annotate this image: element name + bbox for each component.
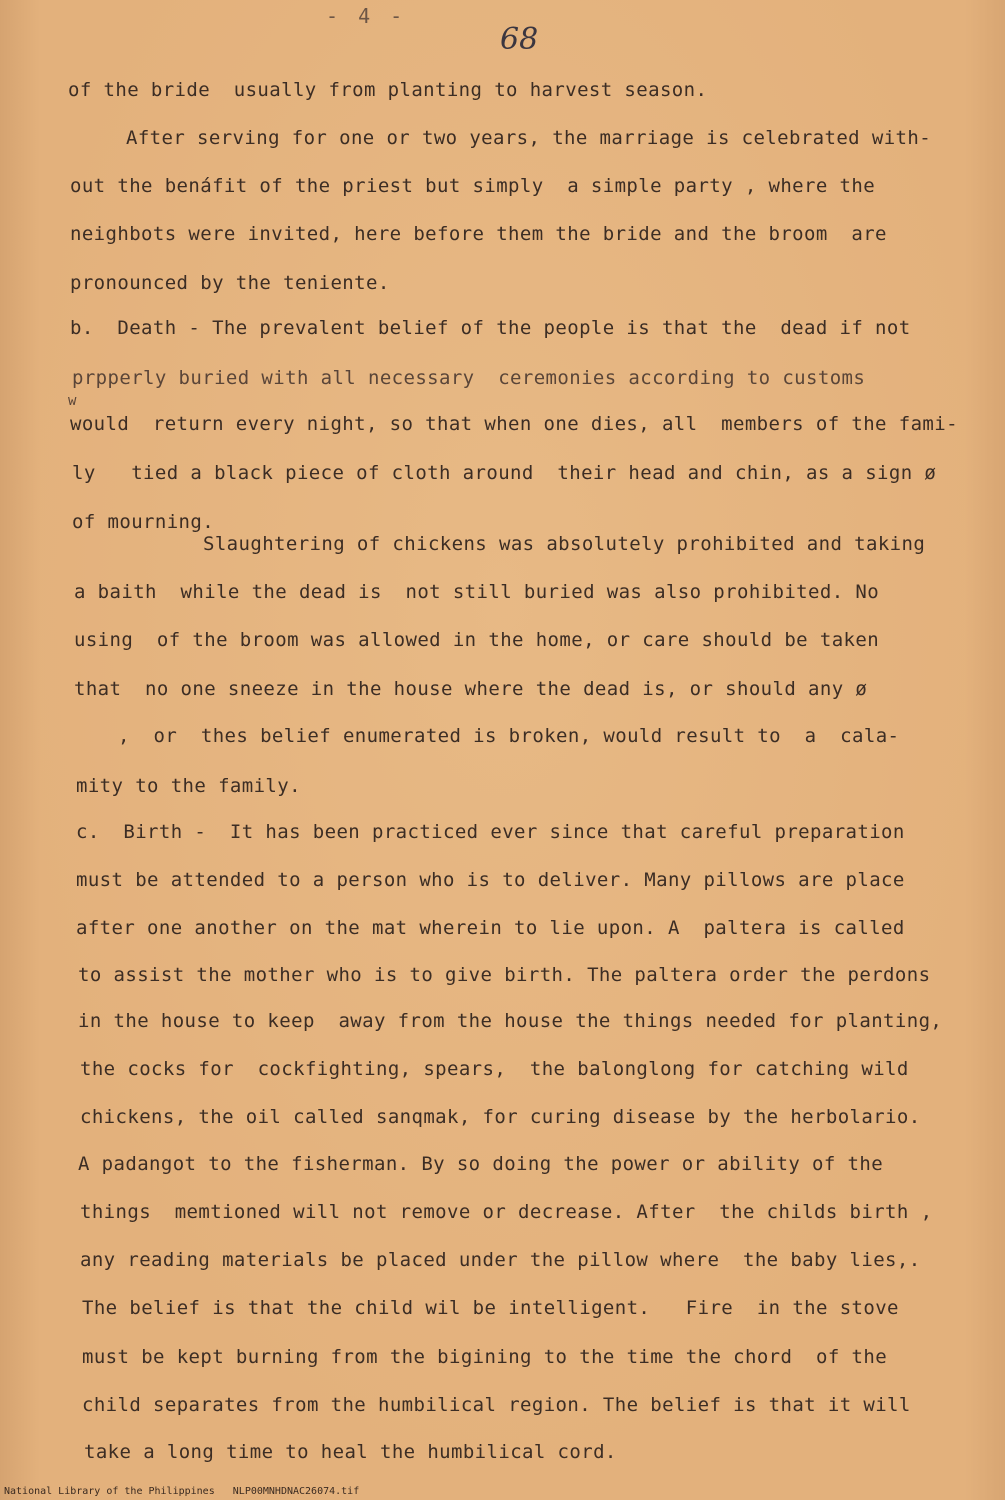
text-line: take a long time to heal the humbilical cord. [84, 1441, 617, 1463]
text-line: a baith while the dead is not still buried was also prohibited. No [74, 581, 880, 603]
text-line: c. Birth - It has been practiced ever since that careful preparation [76, 821, 905, 843]
text-line: pronounced by the teniente. [70, 272, 390, 294]
text-line: to assist the mother who is to give birth. The paltera order the perdons [78, 964, 931, 986]
text-line: prpperly buried with all necessary ceremonies according to customs [72, 367, 866, 389]
text-line: A padangot to the fisherman. By so doing the power or ability of the [78, 1153, 884, 1175]
text-line: would return every night, so that when one dies, all members of the fami- [70, 413, 958, 435]
page-mark: - 4 - [326, 4, 407, 28]
text-line: chickens, the oil called sanqmak, for curing disease by the herbolario. [80, 1106, 921, 1128]
text-line: out the benáfit of the priest but simply a simple party , where the [70, 175, 876, 197]
text-line: things memtioned will not remove or decrease. After the childs birth , [80, 1201, 933, 1223]
text-line: After serving for one or two years, the marriage is celebrated with- [126, 127, 932, 149]
text-line: in the house to keep away from the house the things needed for planting, [78, 1010, 943, 1032]
text-line: The belief is that the child wil be intelligent. Fire in the stove [82, 1297, 899, 1319]
text-line: using of the broom was allowed in the home, or care should be taken [74, 629, 880, 651]
text-line: w [68, 393, 77, 409]
text-line: must be attended to a person who is to deliver. Many pillows are place [76, 869, 905, 891]
text-line: mity to the family. [76, 775, 301, 797]
text-line: neighbots were invited, here before them the bride and the broom are [70, 223, 887, 245]
text-line: must be kept burning from the bigining to the time the chord of the [82, 1346, 888, 1368]
text-line: Slaughtering of chickens was absolutely prohibited and taking [203, 533, 926, 555]
text-line: the cocks for cockfighting, spears, the balonglong for catching wild [80, 1058, 909, 1080]
text-line: of the bride usually from planting to harvest season. [68, 79, 708, 101]
text-line: b. Death - The prevalent belief of the people is that the dead if not [70, 317, 911, 339]
text-line: that no one sneeze in the house where the dead is, or should any ø [74, 678, 868, 700]
text-line: of mourning. [72, 511, 215, 533]
text-line: child separates from the humbilical region. The belief is that it will [82, 1394, 911, 1416]
text-line: , or thes belief enumerated is broken, would result to a cala- [118, 725, 900, 747]
page-number: 68 [500, 22, 539, 57]
archive-footer: National Library of the Philippines NLP00MNHDNAC26074.tif [4, 1486, 360, 1497]
text-line: ly tied a black piece of cloth around their head and chin, as a sign ø [72, 462, 937, 484]
text-line: any reading materials be placed under the pillow where the baby lies,. [80, 1249, 921, 1271]
text-line: after one another on the mat wherein to lie upon. A paltera is called [76, 917, 905, 939]
